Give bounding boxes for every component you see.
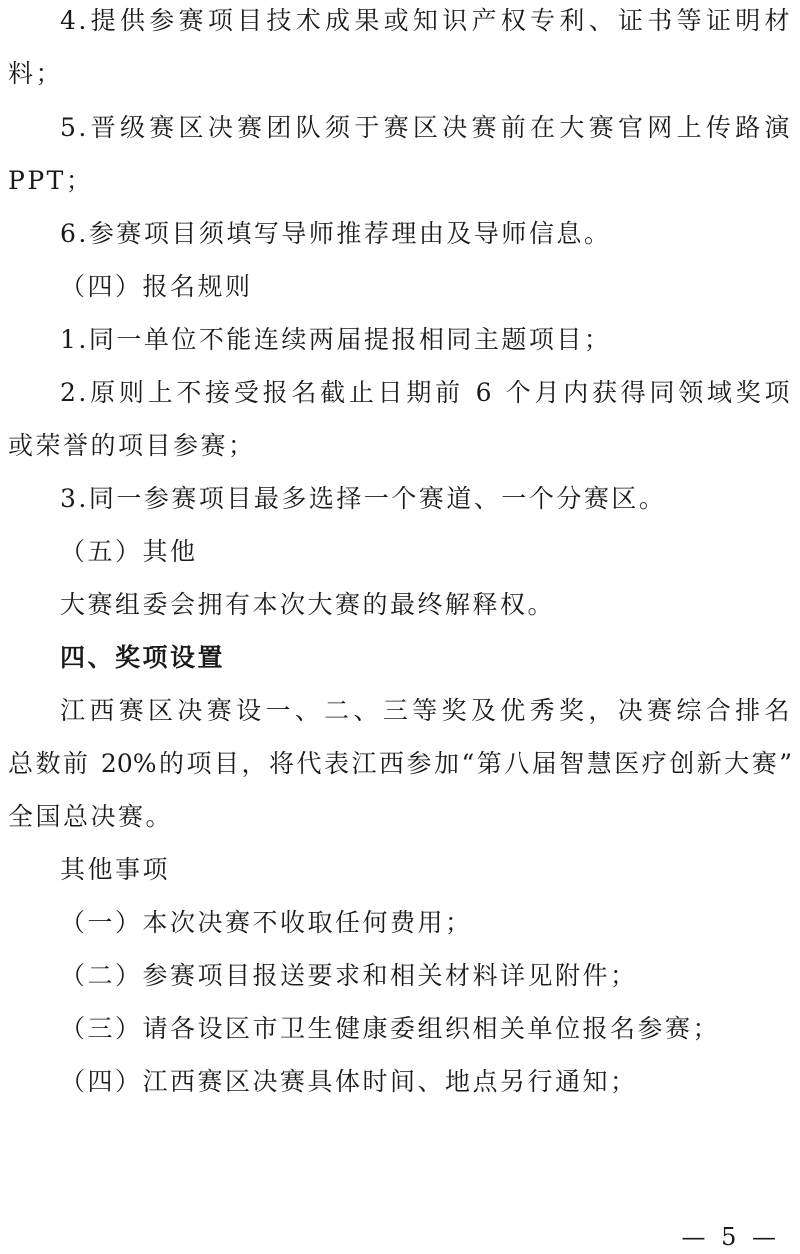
text-line: 料； <box>8 59 64 88</box>
text-line: 5.晋级赛区决赛团队须于赛区决赛前在大赛官网上传路演 <box>60 113 792 142</box>
text-line: （三）请各设区市卫生健康委组织相关单位报名参赛； <box>60 1014 721 1043</box>
text-line: （四）江西赛区决赛具体时间、地点另行通知； <box>60 1067 638 1096</box>
text-line: （一）本次决赛不收取任何费用； <box>60 908 473 937</box>
text-line: 总数前 20%的项目，将代表江西参加“第八届智慧医疗创新大赛” <box>8 749 792 778</box>
section-heading: （五）其他 <box>60 537 198 566</box>
text-line: 或荣誉的项目参赛； <box>8 431 256 460</box>
text-line: 其他事项 <box>60 855 171 884</box>
text-line: 2.原则上不接受报名截止日期前 6 个月内获得同领域奖项 <box>60 378 792 407</box>
page-number: — 5 — <box>681 1223 780 1251</box>
chapter-heading: 四、奖项设置 <box>60 643 226 672</box>
text-line: 全国总决赛。 <box>8 802 174 831</box>
section-heading: （四）报名规则 <box>60 272 253 301</box>
text-line: PPT； <box>8 166 94 195</box>
text-line: 1.同一单位不能连续两届提报相同主题项目； <box>60 325 612 354</box>
text-line: 3.同一参赛项目最多选择一个赛道、一个分赛区。 <box>60 484 667 513</box>
text-line: （二）参赛项目报送要求和相关材料详见附件； <box>60 961 638 990</box>
text-line: 江西赛区决赛设一、二、三等奖及优秀奖，决赛综合排名 <box>60 696 792 725</box>
text-line: 4.提供参赛项目技术成果或知识产权专利、证书等证明材 <box>60 6 792 35</box>
text-line: 6.参赛项目须填写导师推荐理由及导师信息。 <box>60 219 612 248</box>
text-line: 大赛组委会拥有本次大赛的最终解释权。 <box>60 590 556 619</box>
